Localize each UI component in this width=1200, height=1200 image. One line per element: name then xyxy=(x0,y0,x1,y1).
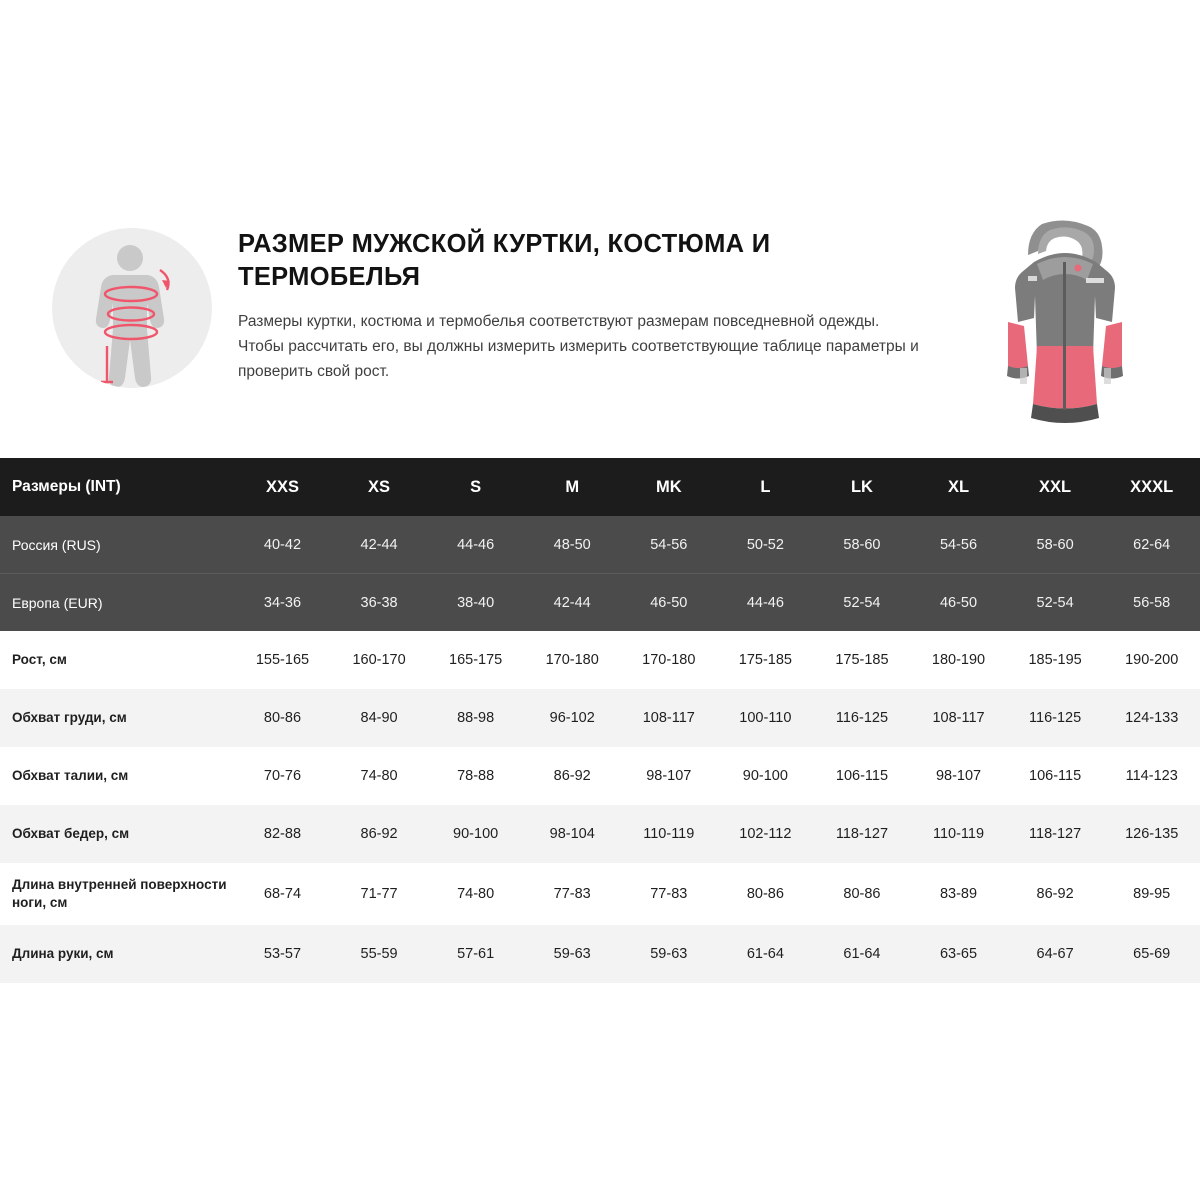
cell-height-xxl: 185-195 xyxy=(1007,631,1104,689)
cell-waist-mk: 98-107 xyxy=(621,747,718,805)
cell-chest-xxxl: 124-133 xyxy=(1103,689,1200,747)
column-header-m: M xyxy=(524,458,621,516)
cell-eur-l: 44-46 xyxy=(717,574,814,632)
cell-hips-xxl: 118-127 xyxy=(1007,805,1104,863)
table-row-inseam xyxy=(0,863,1200,925)
cell-inseam-lk: 80-86 xyxy=(814,863,911,925)
cell-chest-l: 100-110 xyxy=(717,689,814,747)
table-header-row xyxy=(0,458,1200,516)
cell-height-l: 175-185 xyxy=(717,631,814,689)
cell-height-xxxl: 190-200 xyxy=(1103,631,1200,689)
column-header-l: L xyxy=(717,458,814,516)
column-header-xs: XS xyxy=(331,458,428,516)
row-label-eur: Европа (EUR) xyxy=(0,574,234,632)
column-header-xxs: XXS xyxy=(234,458,331,516)
cell-rus-xxl: 58-60 xyxy=(1007,516,1104,574)
cell-chest-xl: 108-117 xyxy=(910,689,1007,747)
cell-chest-m: 96-102 xyxy=(524,689,621,747)
cell-eur-lk: 52-54 xyxy=(814,574,911,632)
cell-eur-xxs: 34-36 xyxy=(234,574,331,632)
cell-waist-xl: 98-107 xyxy=(910,747,1007,805)
cell-arm-xxl: 64-67 xyxy=(1007,925,1104,983)
cell-height-s: 165-175 xyxy=(427,631,524,689)
cell-inseam-s: 74-80 xyxy=(427,863,524,925)
cell-chest-xs: 84-90 xyxy=(331,689,428,747)
cell-rus-xxs: 40-42 xyxy=(234,516,331,574)
cell-eur-xxxl: 56-58 xyxy=(1103,574,1200,632)
cell-eur-m: 42-44 xyxy=(524,574,621,632)
cell-hips-xxs: 82-88 xyxy=(234,805,331,863)
cell-eur-s: 38-40 xyxy=(427,574,524,632)
cell-waist-xs: 74-80 xyxy=(331,747,428,805)
cell-hips-s: 90-100 xyxy=(427,805,524,863)
column-header-lk: LK xyxy=(814,458,911,516)
cell-eur-mk: 46-50 xyxy=(621,574,718,632)
cell-arm-xs: 55-59 xyxy=(331,925,428,983)
column-header-mk: MK xyxy=(621,458,718,516)
cell-waist-xxl: 106-115 xyxy=(1007,747,1104,805)
cell-height-xl: 180-190 xyxy=(910,631,1007,689)
cell-hips-lk: 118-127 xyxy=(814,805,911,863)
cell-arm-l: 61-64 xyxy=(717,925,814,983)
cell-rus-m: 48-50 xyxy=(524,516,621,574)
table-row-height xyxy=(0,631,1200,689)
cell-hips-xl: 110-119 xyxy=(910,805,1007,863)
table-row-rus xyxy=(0,516,1200,574)
column-header-xl: XL xyxy=(910,458,1007,516)
table-corner-label: Размеры (INT) xyxy=(0,458,234,516)
cell-chest-mk: 108-117 xyxy=(621,689,718,747)
row-label-chest: Обхват груди, см xyxy=(0,689,234,747)
cell-hips-xs: 86-92 xyxy=(331,805,428,863)
cell-arm-m: 59-63 xyxy=(524,925,621,983)
column-header-xxxl: XXXL xyxy=(1103,458,1200,516)
cell-chest-xxl: 116-125 xyxy=(1007,689,1104,747)
cell-chest-s: 88-98 xyxy=(427,689,524,747)
cell-eur-xl: 46-50 xyxy=(910,574,1007,632)
cell-inseam-xs: 71-77 xyxy=(331,863,428,925)
cell-inseam-l: 80-86 xyxy=(717,863,814,925)
table-row-arm xyxy=(0,925,1200,983)
cell-arm-lk: 61-64 xyxy=(814,925,911,983)
table-row-chest xyxy=(0,689,1200,747)
header-text-block xyxy=(238,228,928,385)
row-label-inseam: Длина внутренней поверхности ноги, см xyxy=(0,863,234,925)
cell-rus-xxxl: 62-64 xyxy=(1103,516,1200,574)
page-title: РАЗМЕР МУЖСКОЙ КУРТКИ, КОСТЮМА И ТЕРМОБЕЛЬЯ xyxy=(238,230,771,291)
cell-rus-mk: 54-56 xyxy=(621,516,718,574)
header-section xyxy=(0,0,1200,458)
cell-rus-xs: 42-44 xyxy=(331,516,428,574)
row-label-hips: Обхват бедер, см xyxy=(0,805,234,863)
cell-eur-xs: 36-38 xyxy=(331,574,428,632)
cell-height-m: 170-180 xyxy=(524,631,621,689)
cell-chest-lk: 116-125 xyxy=(814,689,911,747)
cell-arm-xxs: 53-57 xyxy=(234,925,331,983)
table-row-hips xyxy=(0,805,1200,863)
cell-inseam-xxs: 68-74 xyxy=(234,863,331,925)
cell-arm-xl: 63-65 xyxy=(910,925,1007,983)
cell-arm-xxxl: 65-69 xyxy=(1103,925,1200,983)
body-measurement-figure-icon xyxy=(52,228,212,388)
cell-inseam-xxl: 86-92 xyxy=(1007,863,1104,925)
cell-waist-xxs: 70-76 xyxy=(234,747,331,805)
cell-waist-l: 90-100 xyxy=(717,747,814,805)
cell-height-mk: 170-180 xyxy=(621,631,718,689)
cell-arm-s: 57-61 xyxy=(427,925,524,983)
cell-rus-s: 44-46 xyxy=(427,516,524,574)
table-row-eur xyxy=(0,574,1200,632)
cell-eur-xxl: 52-54 xyxy=(1007,574,1104,632)
column-header-s: S xyxy=(427,458,524,516)
row-label-rus: Россия (RUS) xyxy=(0,516,234,574)
jacket-photo xyxy=(990,218,1140,458)
page-description: Размеры куртки, костюма и термобелья соответствуют размерам повседневной одежды. Чтобы рассчитать его, вы должны измерить измерить соответствующие таблице параметры и проверить свой рост. xyxy=(238,313,919,381)
cell-hips-xxxl: 126-135 xyxy=(1103,805,1200,863)
row-label-height: Рост, см xyxy=(0,631,234,689)
row-label-waist: Обхват талии, см xyxy=(0,747,234,805)
cell-height-xxs: 155-165 xyxy=(234,631,331,689)
cell-inseam-xl: 83-89 xyxy=(910,863,1007,925)
cell-rus-lk: 58-60 xyxy=(814,516,911,574)
cell-arm-mk: 59-63 xyxy=(621,925,718,983)
cell-hips-mk: 110-119 xyxy=(621,805,718,863)
cell-inseam-m: 77-83 xyxy=(524,863,621,925)
cell-rus-xl: 54-56 xyxy=(910,516,1007,574)
header-content xyxy=(52,228,1152,388)
table-row-waist xyxy=(0,747,1200,805)
column-header-xxl: XXL xyxy=(1007,458,1104,516)
cell-height-lk: 175-185 xyxy=(814,631,911,689)
cell-waist-s: 78-88 xyxy=(427,747,524,805)
cell-height-xs: 160-170 xyxy=(331,631,428,689)
cell-hips-l: 102-112 xyxy=(717,805,814,863)
cell-waist-m: 86-92 xyxy=(524,747,621,805)
row-label-arm: Длина руки, см xyxy=(0,925,234,983)
cell-hips-m: 98-104 xyxy=(524,805,621,863)
cell-inseam-xxxl: 89-95 xyxy=(1103,863,1200,925)
cell-rus-l: 50-52 xyxy=(717,516,814,574)
cell-inseam-mk: 77-83 xyxy=(621,863,718,925)
cell-waist-lk: 106-115 xyxy=(814,747,911,805)
size-chart-table xyxy=(0,458,1200,983)
cell-waist-xxxl: 114-123 xyxy=(1103,747,1200,805)
cell-chest-xxs: 80-86 xyxy=(234,689,331,747)
